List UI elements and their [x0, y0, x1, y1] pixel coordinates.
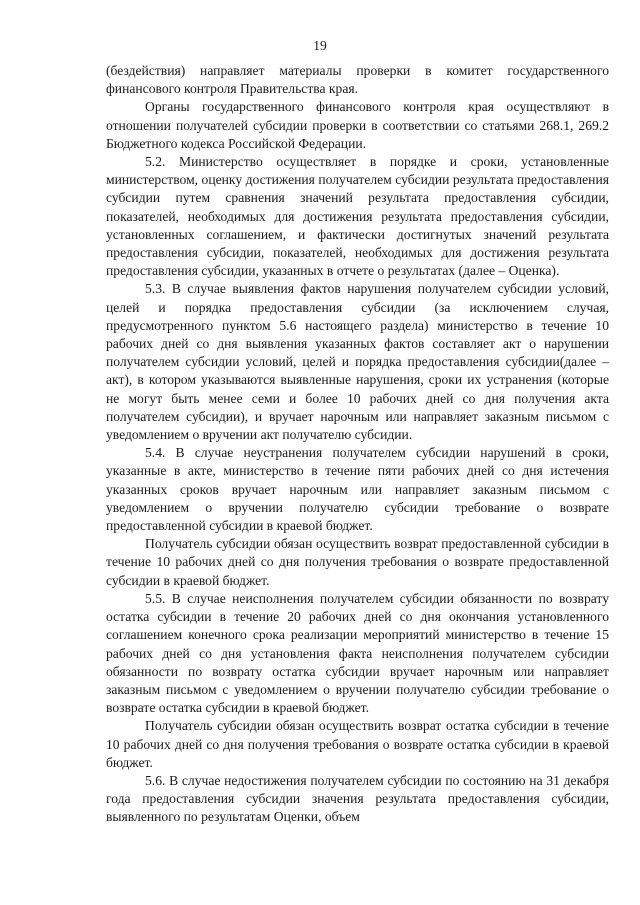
paragraph-return-subsidy: Получатель субсидии обязан осуществить возврат предоставленной субсидии в течение 10 рабочих дней со дня получения требования о возврате предоставленной субсидии в краевой бюджет.	[106, 536, 609, 588]
paragraph-financial-control: Органы государственного финансового контроля края осуществляют в отношении получателей субсидии проверки в соответствии со статьями 268.1, 269.2 Бюджетного кодекса Российской Федерации.	[106, 99, 609, 151]
document-body	[106, 62, 609, 827]
paragraph-5-4: 5.4. В случае неустранения получателем субсидии нарушений в сроки, указанные в акте, министерство в течение пяти рабочих дней со дня истечения указанных сроков вручает нарочным или направляет заказным письмом с уведомлением о вручении получателю субсидии требование о возврате предоставленной субсидии в краевой бюджет.	[106, 445, 609, 534]
paragraph-continuation: (бездействия) направляет материалы проверки в комитет государственного финансового контроля Правительства края.	[106, 63, 609, 97]
paragraph-return-remainder: Получатель субсидии обязан осуществить возврат остатка субсидии в течение 10 рабочих дней со дня получения требования о возврате остатка субсидии в краевой бюджет.	[106, 718, 609, 770]
paragraph-5-6: 5.6. В случае недостижения получателем субсидии по состоянию на 31 декабря года предоставления субсидии значения результата предоставления субсидии, выявленного по результатам Оценки, объем	[106, 772, 609, 825]
page-number: 19	[313, 38, 327, 53]
paragraph-5-2: 5.2. Министерство осуществляет в порядке и сроки, установленные министерством, оценку достижения получателем субсидии результата предоставления субсидии путем сравнения значений результата предоставления субсидии, показателей, необходимых для достижения результата предоставления субсидии, установленных соглашением, и фактически достигнутых значений результата предоставления субсидии, показателей, необходимых для достижения результата предоставления субсидии, указанных в отчете о результатах (далее – Оценка).	[106, 154, 609, 279]
paragraph-5-5: 5.5. В случае неисполнения получателем субсидии обязанности по возврату остатка субсидии в течение 20 рабочих дней со дня окончания установленного соглашением конечного срока реализации мероприятий министерство в течение 15 рабочих дней со дня установления факта неисполнения получателем субсидии обязанности по возврату остатка субсидии вручает нарочным или направляет заказным письмом с уведомлением о вручении получателю субсидии требование о возврате остатка субсидии в краевой бюджет.	[106, 590, 609, 716]
paragraph-5-3: 5.3. В случае выявления фактов нарушения получателем субсидии условий, целей и порядка предоставления субсидии (за исключением случая, предусмотренного пунктом 5.6 настоящего раздела) министерство в течение 10 рабочих дней со дня выявления указанных фактов составляет акт о нарушении получателем субсидии условий, целей и порядка предоставления субсидии(далее – акт), в котором указываются выявленные нарушения, сроки их устранения (которые не могут быть менее семи и более 10 рабочих дней со дня получения акта получателем субсидии), и вручает нарочным или направляет заказным письмом с уведомлением о вручении акт получателю субсидии.	[106, 281, 609, 443]
